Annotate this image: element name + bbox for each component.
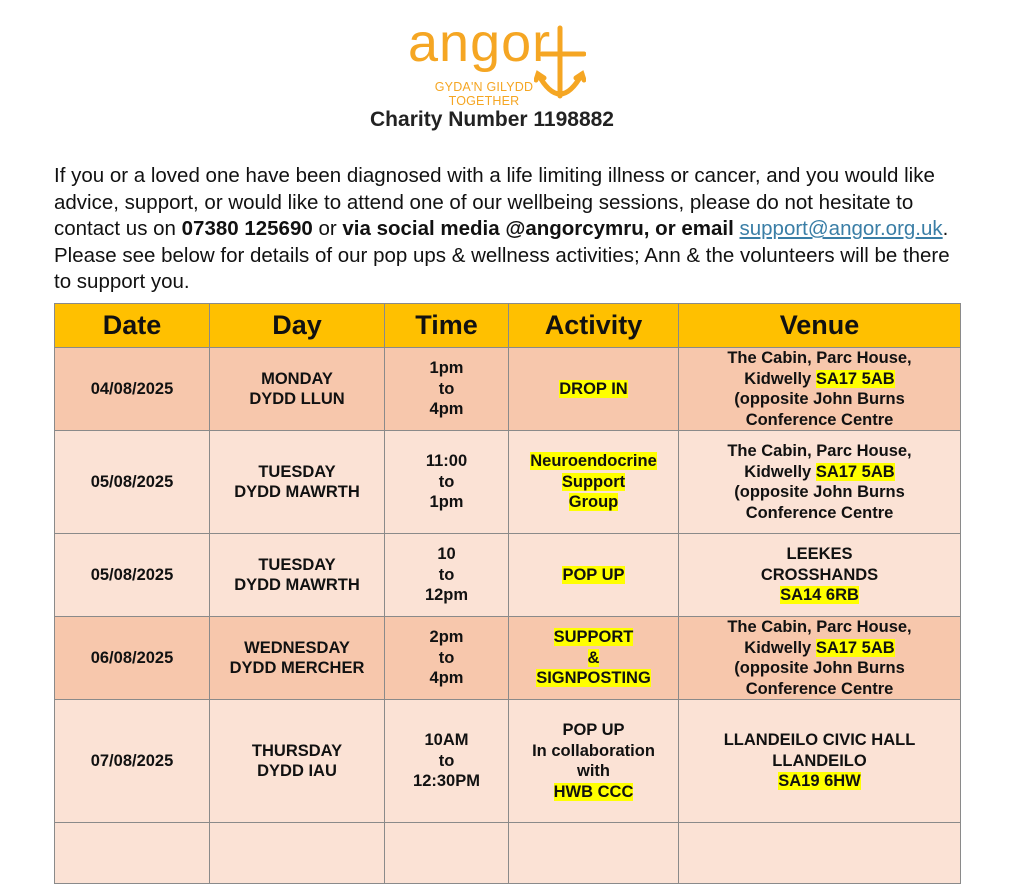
- venue-cell: [679, 700, 961, 823]
- schedule-table: [54, 303, 961, 884]
- day-line: MONDAY: [261, 369, 333, 388]
- time-line: 10AM: [424, 731, 469, 750]
- venue-cell: [679, 431, 961, 534]
- logo-wordmark: angor: [408, 13, 552, 73]
- table-row: [55, 700, 961, 823]
- header-venue: Venue: [679, 304, 961, 348]
- time-line: to: [438, 379, 455, 398]
- table-row: [55, 823, 961, 884]
- venue-text: (opposite John Burns: [734, 390, 905, 408]
- date-value: 06/08/2025: [90, 648, 174, 667]
- day-cell: [210, 348, 385, 431]
- date-cell: [55, 700, 210, 823]
- day-cell: [210, 534, 385, 617]
- intro-paragraph: [54, 163, 954, 296]
- day-line: WEDNESDAY: [244, 638, 350, 657]
- day-cell: [210, 431, 385, 534]
- activity-cell: [509, 700, 679, 823]
- venue-text: LLANDEILO CIVIC HALL: [723, 731, 916, 750]
- time-line: 12pm: [424, 586, 469, 605]
- time-line: 10: [437, 545, 456, 564]
- day-line: TUESDAY: [258, 462, 336, 481]
- time-cell: [385, 617, 509, 700]
- postcode: SA17 5AB: [815, 462, 895, 481]
- time-cell: [385, 700, 509, 823]
- venue-text: (opposite John Burns: [734, 659, 905, 677]
- date-value: 05/08/2025: [90, 565, 174, 584]
- venue-text: The Cabin, Parc House,: [727, 442, 912, 460]
- activity-line: Group: [568, 493, 619, 512]
- header-day: Day: [210, 304, 385, 348]
- time-line: 1pm: [429, 493, 464, 512]
- phone-number: 07380 125690: [181, 217, 313, 240]
- email-link[interactable]: support@angor.org.uk: [739, 217, 943, 240]
- venue-cell: [679, 617, 961, 700]
- postcode: SA19 6HW: [778, 772, 861, 791]
- table-row: [55, 431, 961, 534]
- time-line: 12:30PM: [413, 772, 480, 791]
- day-line: DYDD LLUN: [249, 390, 345, 408]
- activity-line: DROP IN: [559, 379, 628, 398]
- date-cell: [55, 431, 210, 534]
- social-media-handle: via social media @angorcymru, or email: [342, 217, 734, 240]
- time-line: 2pm: [429, 628, 464, 647]
- activity-line: &: [587, 648, 600, 667]
- header-date: Date: [55, 304, 210, 348]
- date-cell: [55, 534, 210, 617]
- day-cell: [210, 700, 385, 823]
- venue-text: CROSSHANDS: [760, 565, 879, 584]
- activity-cell: [509, 534, 679, 617]
- date-cell: [55, 617, 210, 700]
- time-line: 1pm: [429, 359, 464, 378]
- activity-line: In collaboration: [532, 741, 655, 760]
- time-line: to: [438, 751, 455, 770]
- venue-text: The Cabin, Parc House,: [727, 618, 912, 636]
- time-line: 4pm: [429, 400, 464, 419]
- venue-text: LLANDEILO: [772, 751, 867, 770]
- activity-line: with: [577, 762, 610, 780]
- intro-text-2: or: [312, 217, 343, 240]
- activity-line: SIGNPOSTING: [536, 669, 651, 688]
- activity-line: HWB CCC: [553, 782, 634, 801]
- date-cell: [55, 823, 210, 884]
- venue-text: Conference Centre: [745, 503, 894, 522]
- venue-text: LEEKES: [786, 545, 853, 564]
- table-row: [55, 617, 961, 700]
- header-time: Time: [385, 304, 509, 348]
- venue-text: (opposite John Burns: [734, 483, 905, 501]
- logo-tagline-welsh: GYDA'N GILYDD: [434, 80, 534, 94]
- time-line: to: [438, 648, 455, 667]
- time-line: to: [438, 565, 455, 584]
- day-line: DYDD IAU: [257, 762, 337, 780]
- logo-tagline-english: TOGETHER: [448, 94, 520, 108]
- activity-line: POP UP: [562, 565, 625, 584]
- activity-cell: [509, 823, 679, 884]
- postcode: SA14 6RB: [780, 586, 859, 605]
- date-value: 05/08/2025: [90, 472, 174, 491]
- time-cell: [385, 431, 509, 534]
- activity-line: POP UP: [562, 721, 625, 739]
- date-cell: [55, 348, 210, 431]
- day-line: DYDD MAWRTH: [234, 483, 360, 501]
- day-line: DYDD MAWRTH: [234, 576, 360, 594]
- venue-cell: [679, 823, 961, 884]
- time-line: 11:00: [425, 452, 468, 471]
- activity-line: Support: [561, 472, 626, 491]
- table-row: [55, 348, 961, 431]
- date-value: 07/08/2025: [90, 751, 174, 770]
- table-header-row: [55, 304, 961, 348]
- time-line: 4pm: [429, 669, 464, 688]
- venue-text: Kidwelly: [744, 462, 816, 481]
- day-cell: [210, 617, 385, 700]
- date-value: 04/08/2025: [90, 379, 174, 398]
- time-cell: [385, 348, 509, 431]
- day-cell: [210, 823, 385, 884]
- intro-text-4: . Please see below for details of our pop ups & wellness activities; Ann & the volunteers will be there to support you.: [54, 217, 950, 293]
- activity-cell: [509, 348, 679, 431]
- header-activity: Activity: [509, 304, 679, 348]
- time-line: to: [438, 472, 455, 491]
- venue-text: The Cabin, Parc House,: [727, 349, 912, 367]
- table-row: [55, 534, 961, 617]
- venue-text: Conference Centre: [745, 679, 894, 698]
- day-line: THURSDAY: [251, 741, 343, 760]
- postcode: SA17 5AB: [815, 638, 895, 657]
- venue-text: Kidwelly: [744, 369, 816, 388]
- anchor-icon: [534, 18, 586, 108]
- day-line: TUESDAY: [258, 555, 336, 574]
- venue-text: Conference Centre: [745, 410, 894, 429]
- postcode: SA17 5AB: [815, 369, 895, 388]
- activity-line: SUPPORT: [553, 628, 634, 647]
- activity-cell: [509, 617, 679, 700]
- venue-text: Kidwelly: [744, 638, 816, 657]
- activity-cell: [509, 431, 679, 534]
- intro-text-1: If you or a loved one have been diagnosed with a life limiting illness or cancer, and you would like advice, support, or would like to attend one of our wellbeing sessions, please do not hesitate to contact us on: [54, 164, 935, 240]
- activity-line: Neuroendocrine: [530, 452, 657, 471]
- angor-logo: [404, 13, 594, 108]
- venue-cell: [679, 534, 961, 617]
- day-line: DYDD MERCHER: [229, 659, 365, 677]
- time-cell: [385, 534, 509, 617]
- venue-cell: [679, 348, 961, 431]
- time-cell: [385, 823, 509, 884]
- charity-number: Charity Number 1198882: [370, 108, 614, 131]
